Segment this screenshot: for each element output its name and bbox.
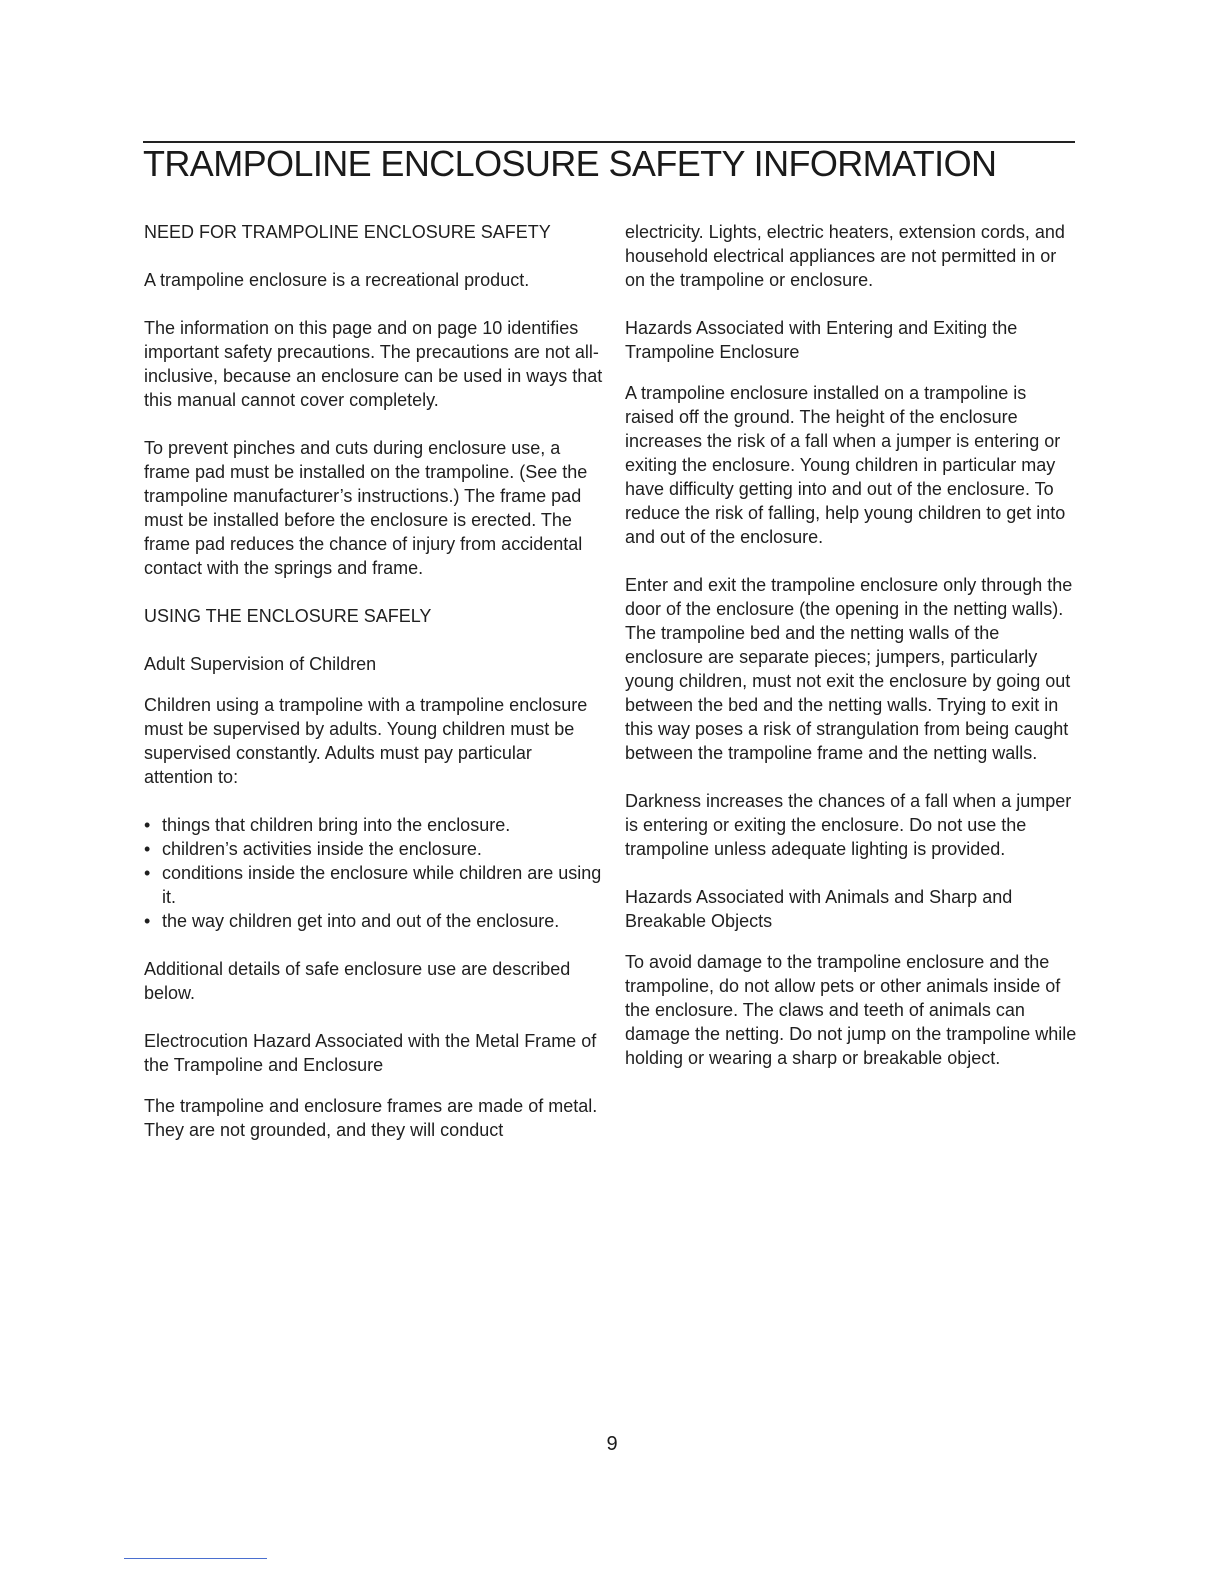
paragraph-electricity: electricity. Lights, electric heaters, extension cords, and household electrical appliances are not permitted in or on the trampoline or enclosure. <box>625 222 1065 290</box>
paragraph-raised: A trampoline enclosure installed on a trampoline is raised off the ground. The height of the enclosure increases the risk of a fall when a jumper is entering or exiting the enclosure. Young children in particular may have difficulty getting into and out of the enclosure. To reduce the risk of falling, help young children to get into and out of the enclosure. <box>625 383 1066 547</box>
paragraph-door: Enter and exit the trampoline enclosure only through the door of the enclosure (the opening in the netting walls). The trampoline bed and the netting walls of the enclosure are separate pieces; jumpers, particularly young children, must not exit the enclosure by going out between the bed and the netting walls. Trying to exit in this way poses a risk of strangulation from being caught between the trampoline frame and the netting walls. <box>625 575 1073 763</box>
supervision-list <box>144 813 604 933</box>
list-item: • conditions inside the enclosure while children are using it. <box>144 861 604 909</box>
subheading-entering: Hazards Associated with Entering and Exiting the Trampoline Enclosure <box>625 318 1018 362</box>
paragraph-pinches: To prevent pinches and cuts during enclosure use, a frame pad must be installed on the trampoline. (See the trampoline manufacturer’s instructions.) The frame pad must be installed before the enclosure is erected. The frame pad reduces the chance of injury from accidental contact with the springs and frame. <box>144 438 588 578</box>
section-heading-using: USING THE ENCLOSURE SAFELY <box>144 606 432 626</box>
subheading-supervision: Adult Supervision of Children <box>144 654 377 674</box>
paragraph-information: The information on this page and on page 10 identifies important safety precautions. The precautions are not all-inclusive, because an enclosure can be used in ways that this manual cannot cover completely. <box>144 318 603 410</box>
right-column <box>625 220 1080 1070</box>
paragraph-recreational: A trampoline enclosure is a recreational product. <box>144 270 530 290</box>
page-number: 9 <box>606 1433 618 1455</box>
paragraph-children: Children using a trampoline with a trampoline enclosure must be supervised by adults. Young children must be supervised constantly. Adults must pay particular attention to: <box>144 695 588 787</box>
section-heading-need: NEED FOR TRAMPOLINE ENCLOSURE SAFETY <box>144 222 551 242</box>
paragraph-darkness: Darkness increases the chances of a fall when a jumper is entering or exiting the enclosure. Do not use the trampoline unless adequate lighting is provided. <box>625 791 1072 859</box>
subheading-animals: Hazards Associated with Animals and Sharp and Breakable Objects <box>625 887 1013 931</box>
paragraph-animals: To avoid damage to the trampoline enclosure and the trampoline, do not allow pets or other animals inside of the enclosure. The claws and teeth of animals can damage the netting. Do not jump on the trampoline while holding or wearing a sharp or breakable object. <box>625 952 1077 1068</box>
subheading-electrocution: Electrocution Hazard Associated with the Metal Frame of the Trampoline and Enclosure <box>144 1031 597 1075</box>
list-item: • the way children get into and out of the enclosure. <box>144 909 604 933</box>
paragraph-metal: The trampoline and enclosure frames are made of metal. They are not grounded, and they will conduct <box>144 1096 598 1140</box>
list-item: • children’s activities inside the enclosure. <box>144 837 604 861</box>
page-title: TRAMPOLINE ENCLOSURE SAFETY INFORMATION <box>143 143 997 184</box>
list-item: • things that children bring into the enclosure. <box>144 813 604 837</box>
paragraph-additional: Additional details of safe enclosure use are described below. <box>144 959 571 1003</box>
left-column <box>144 220 604 1142</box>
footer-link-underline <box>124 1558 267 1559</box>
